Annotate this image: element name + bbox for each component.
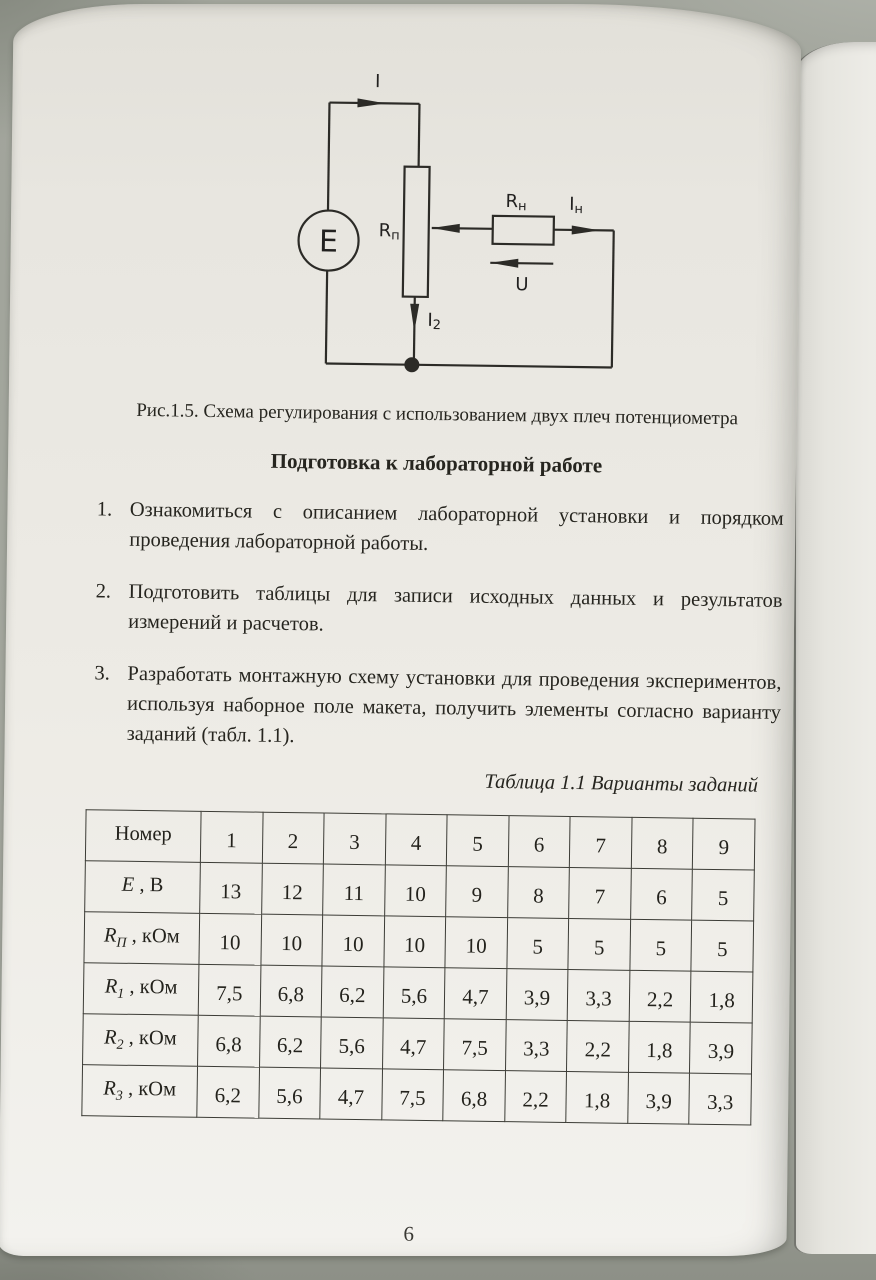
potentiometer-rect [403, 167, 430, 297]
load-resistor-rect [493, 216, 554, 245]
table-cell: 1 [200, 811, 262, 863]
list-item [96, 494, 784, 564]
table-cell: 7 [570, 816, 632, 868]
table-cell: 3,3 [567, 969, 629, 1021]
arrow-current-i [357, 98, 385, 107]
table-cell: 3,9 [628, 1072, 690, 1124]
table-cell: 8 [631, 817, 693, 869]
table-row-rp [84, 912, 754, 972]
table-cell: 3,3 [689, 1073, 751, 1125]
table-cell: 12 [261, 863, 323, 915]
wire-right [612, 231, 614, 368]
table-cell: 1,8 [628, 1021, 690, 1073]
table-cell: 6 [508, 816, 570, 868]
table-cell: 10 [445, 917, 507, 969]
table-cell: 6,2 [321, 966, 383, 1018]
table-cell: 4,7 [320, 1068, 382, 1120]
table-cell: 2,2 [567, 1020, 629, 1072]
table-row-r3 [82, 1065, 752, 1125]
table-cell: 5 [692, 869, 754, 921]
table-cell: 4,7 [382, 1018, 444, 1070]
list-item-number: 1. [96, 498, 113, 521]
table-cell: 6,2 [259, 1016, 321, 1068]
table-cell: 3 [323, 813, 385, 865]
list-item [95, 576, 783, 646]
wire-left-lower [326, 271, 327, 364]
table-cell: 9 [693, 818, 755, 870]
list-item-text: Ознакомиться с описанием лабораторной установки и порядком проведения лабораторной работы. [129, 498, 784, 555]
table-cell: 8 [507, 867, 569, 919]
table-cell: 5,6 [321, 1017, 383, 1069]
arrow-voltage-u [490, 258, 518, 267]
label-load-rn: Rн [505, 191, 527, 215]
table-cell: 6,8 [198, 1015, 260, 1067]
label-voltage-u: U [515, 274, 529, 296]
table-cell: 10 [260, 914, 322, 966]
table-cell: 10 [384, 916, 446, 968]
label-current-i: I [374, 71, 381, 93]
table-row-e [85, 861, 755, 921]
arrow-wiper-left [432, 223, 460, 232]
table-cell: 5,6 [383, 967, 445, 1019]
table-cell: 4 [385, 814, 447, 866]
table-cell: 10 [384, 865, 446, 917]
wire-top-drop [419, 104, 420, 167]
table-cell: 5,6 [258, 1067, 320, 1119]
row-label: Номер [85, 810, 201, 863]
preparation-list [93, 494, 784, 780]
wire-left-upper [328, 103, 330, 211]
page-number: 6 [403, 1221, 415, 1246]
arrow-current-in [572, 225, 600, 234]
table-cell: 1,8 [691, 971, 753, 1023]
table-cell: 5 [447, 815, 509, 867]
row-label: $R_3$ , кОм [82, 1065, 198, 1118]
list-item-number: 3. [94, 662, 111, 685]
row-label: $R_2$ , кОм [83, 1014, 199, 1067]
table-cell: 7,5 [381, 1069, 443, 1121]
label-current-i2: I2 [427, 309, 442, 334]
arrow-current-i2 [410, 304, 419, 332]
section-heading: Подготовка к лабораторной работе [270, 448, 603, 478]
table-cell: 10 [322, 915, 384, 967]
table-cell: 2,2 [629, 970, 691, 1022]
label-source-e: E [318, 224, 339, 260]
table-cell: 6,8 [443, 1070, 505, 1122]
table-cell: 13 [200, 862, 262, 914]
row-label: $R_П$ , кОм [84, 912, 200, 965]
table-row-r1 [83, 963, 753, 1023]
table-cell: 7 [569, 867, 631, 919]
row-label: E , В [85, 861, 201, 914]
table-cell: 6,2 [197, 1066, 259, 1118]
wire-bottom [326, 364, 612, 368]
table-cell: 7,5 [198, 964, 260, 1016]
table-cell: 5 [630, 919, 692, 971]
table-cell: 2,2 [505, 1071, 567, 1123]
table-cell: 5 [568, 918, 630, 970]
table-cell: 10 [199, 913, 261, 965]
list-item-text: Разработать монтажную схему установки для проведения экспериментов, используя наборное поле макета, получить элементы согласно варианту заданий (табл. 1.1). [126, 662, 782, 748]
table-cell: 6 [630, 868, 692, 920]
table-cell: 5 [691, 920, 753, 972]
list-item-number: 2. [95, 580, 112, 603]
figure-caption: Рис.1.5. Схема регулирования с использованием двух плеч потенциометра [136, 399, 739, 430]
label-current-in: Iн [569, 193, 584, 218]
table-row-nomer [85, 810, 755, 870]
table-cell: 2 [262, 812, 324, 864]
table-cell: 11 [323, 864, 385, 916]
table-cell: 9 [446, 866, 508, 918]
variants-table [81, 809, 755, 1125]
table-cell: 3,3 [505, 1020, 567, 1072]
table-cell: 5 [507, 918, 569, 970]
table-cell: 6,8 [260, 965, 322, 1017]
table-cell: 4,7 [444, 968, 506, 1020]
table-caption: Таблица 1.1 Варианты заданий [484, 770, 759, 797]
row-label: $R_1$ , кОм [83, 963, 199, 1016]
table-cell: 3,9 [506, 969, 568, 1021]
circuit-diagram [284, 56, 648, 381]
list-item-text: Подготовить таблицы для записи исходных данных и результатов измерений и расчетов. [128, 580, 783, 636]
list-item [93, 658, 781, 758]
table-cell: 1,8 [566, 1071, 628, 1123]
junction-dot [404, 357, 419, 372]
table-cell: 7,5 [444, 1019, 506, 1071]
label-potentiometer-rp: Rп [378, 220, 400, 244]
table-cell: 3,9 [690, 1022, 752, 1074]
table-row-r2 [83, 1014, 753, 1074]
